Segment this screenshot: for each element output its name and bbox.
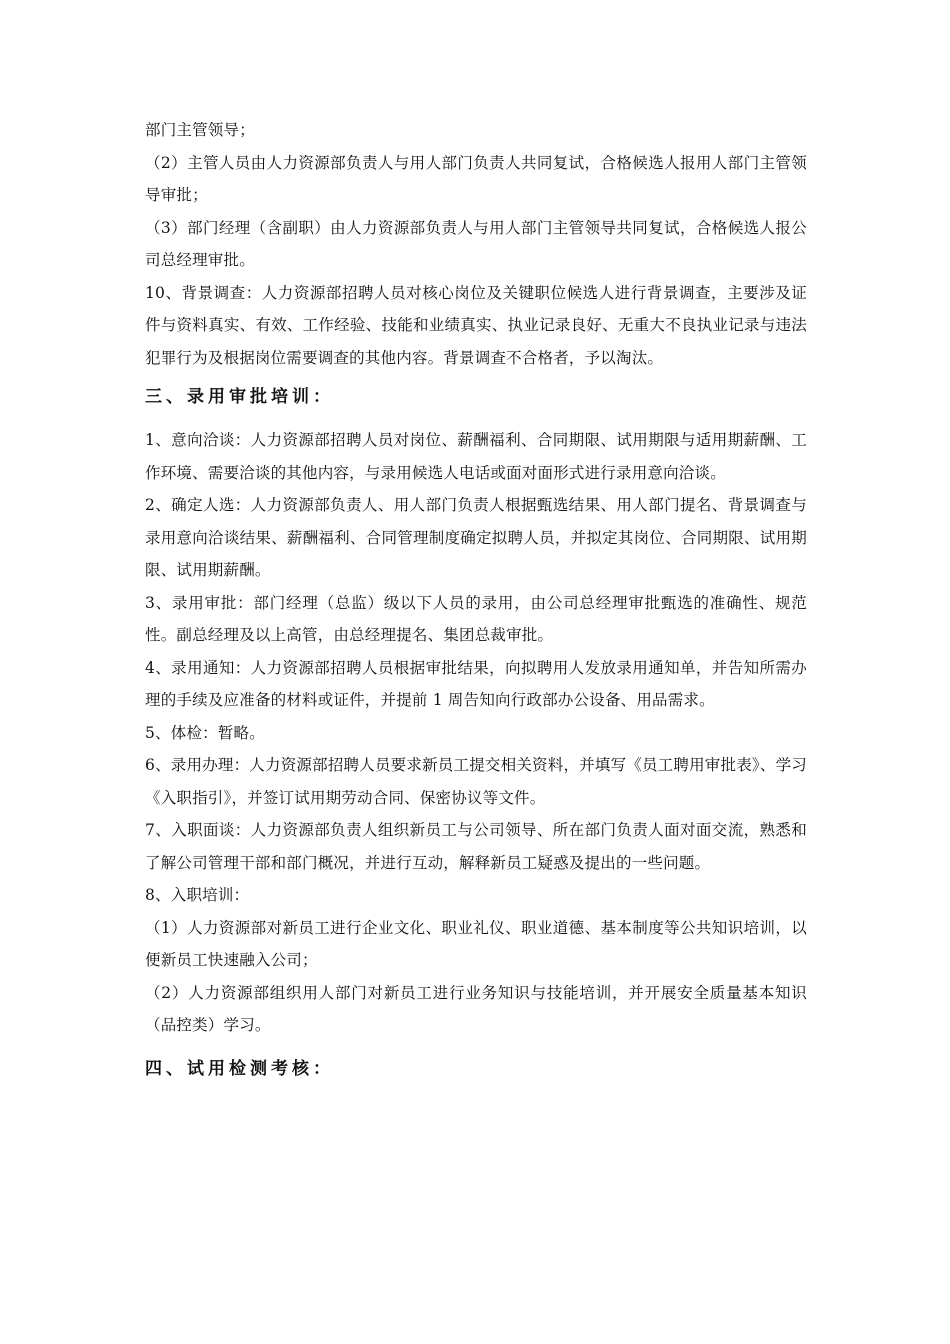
document-body <box>145 114 807 1088</box>
paragraph-confirm-candidate: 2、确定人选：人力资源部负责人、用人部门负责人根据甄选结果、用人部门提名、背景调查与录用意向洽谈结果、薪酬福利、合同管理制度确定拟聘人员，并拟定其岗位、合同期限、试用期限、试用期薪酬。 <box>145 496 807 579</box>
paragraph-hiring-approval: 3、录用审批：部门经理（总监）级以下人员的录用，由公司总经理审批甄选的准确性、规范性。副总经理及以上高管，由总经理提名、集团总裁审批。 <box>145 593 807 644</box>
paragraph-manager-reinterview: （3）部门经理（含副职）由人力资源部负责人与用人部门主管领导共同复试，合格候选人报公司总经理审批。 <box>145 218 807 269</box>
section-heading-hiring-approval-training: 三、录用审批培训： <box>145 387 334 407</box>
paragraph-background-check: 10、背景调查：人力资源部招聘人员对核心岗位及关键职位候选人进行背景调查，主要涉及证件与资料真实、有效、工作经验、技能和业绩真实、执业记录良好、无重大不良执业记录与违法犯罪行为及根据岗位需要调查的其他内容。背景调查不合格者，予以淘汰。 <box>145 283 807 367</box>
section-heading-probation-assessment: 四、试用检测考核： <box>145 1058 334 1079</box>
paragraph-onboarding-process: 6、录用办理：人力资源部招聘人员要求新员工提交相关资料，并填写《员工聘用审批表》、学习《入职指引》，并签订试用期劳动合同、保密协议等文件。 <box>145 756 807 807</box>
paragraph-medical-exam: 5、体检：暂略。 <box>145 723 265 742</box>
paragraph-onboarding-interview: 7、入职面谈：人力资源部负责人组织新员工与公司领导、所在部门负责人面对面交流，熟悉和了解公司管理干部和部门概况，并进行互动，解释新员工疑惑及提出的一些问题。 <box>145 821 807 872</box>
paragraph-offer-notice: 4、录用通知：人力资源部招聘人员根据审批结果，向拟聘用人发放录用通知单，并告知所需办理的手续及应准备的材料或证件，并提前 1 周告知向行政部办公设备、用品需求。 <box>145 658 807 709</box>
paragraph-intent-negotiation: 1、意向洽谈：人力资源部招聘人员对岗位、薪酬福利、合同期限、试用期限与适用期薪酬、工作环境、需要洽谈的其他内容，与录用候选人电话或面对面形式进行录用意向洽谈。 <box>145 431 807 482</box>
paragraph-supervisor-reinterview: （2）主管人员由人力资源部负责人与用人部门负责人共同复试，合格候选人报用人部门主管领导审批； <box>145 153 807 204</box>
paragraph-business-skill-training: （2）人力资源部组织用人部门对新员工进行业务知识与技能培训，并开展安全质量基本知识（品控类）学习。 <box>145 983 807 1034</box>
paragraph-approval-leader: 部门主管领导； <box>145 121 255 139</box>
paragraph-public-knowledge-training: （1）人力资源部对新员工进行企业文化、职业礼仪、职业道德、基本制度等公共知识培训，以便新员工快速融入公司； <box>145 918 807 969</box>
paragraph-onboarding-training: 8、入职培训： <box>145 886 250 904</box>
